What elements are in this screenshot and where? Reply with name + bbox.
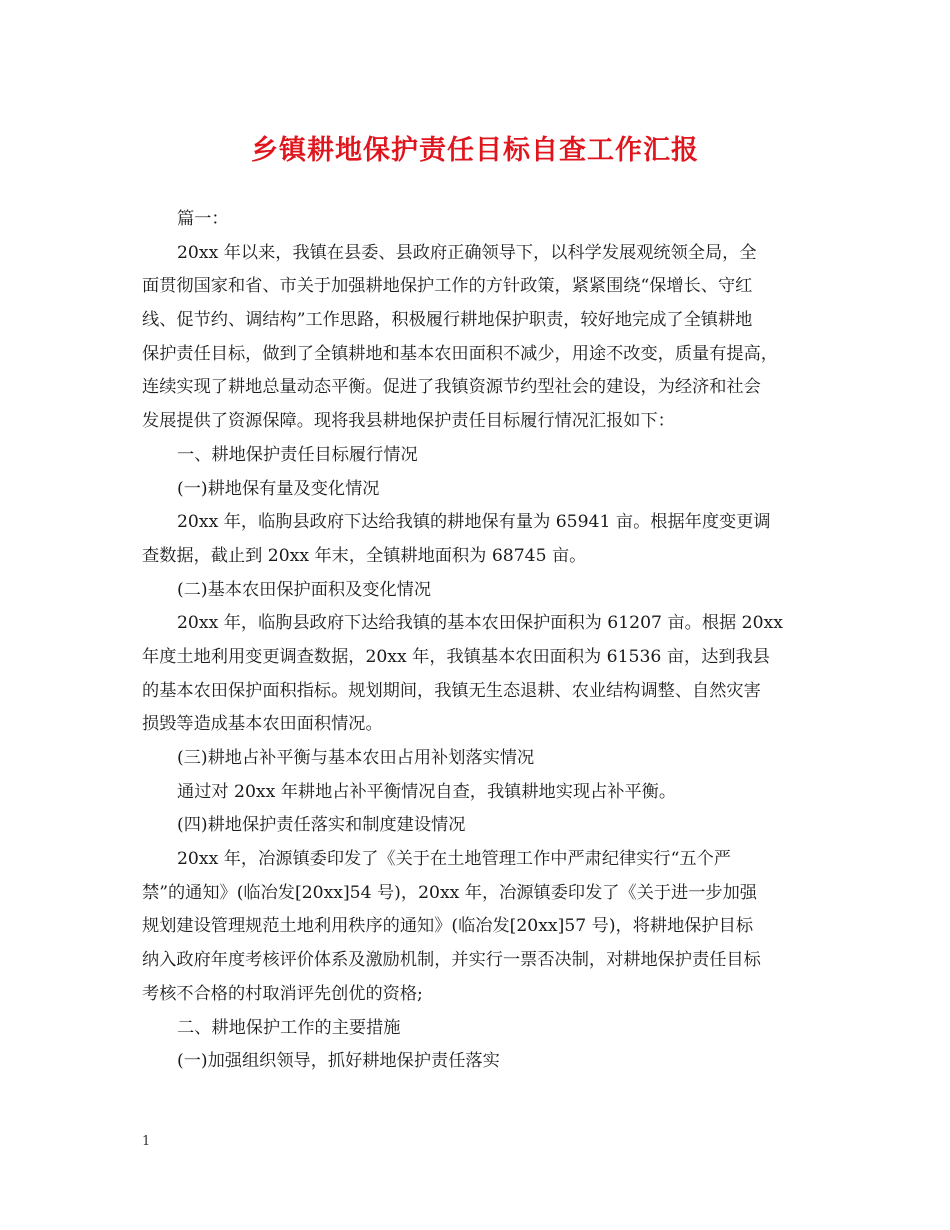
text-line: 发展提供了资源保障。现将我县耕地保护责任目标履行情况汇报如下： [142,411,675,432]
text-line: 二、耕地保护工作的主要措施 [177,1017,401,1038]
text-line: (一)耕地保有量及变化情况 [177,478,380,499]
document-title: 乡镇耕地保护责任目标自查工作汇报 [251,135,699,166]
text-line: 20xx 年以来，我镇在县委、县政府正确领导下，以科学发展观统领全局，全 [177,242,757,263]
text-line: 损毁等造成基本农田面积情况。 [142,714,383,735]
text-line: 一、耕地保护责任目标履行情况 [177,444,418,465]
text-line: 保护责任目标，做到了全镇耕地和基本农田面积不减少，用途不改变，质量有提高， [142,343,778,364]
text-line: 年度土地利用变更调查数据，20xx 年，我镇基本农田面积为 61536 亩，达到我县 [142,646,770,667]
document-body [142,203,814,1079]
text-line: (二)基本农田保护面积及变化情况 [177,579,432,600]
text-line: 20xx 年，临朐县政府下达给我镇的基本农田保护面积为 61207 亩。根据 20xx [177,613,783,634]
text-line: 通过对 20xx 年耕地占补平衡情况自查，我镇耕地实现占补平衡。 [177,781,677,802]
text-line: 面贯彻国家和省、市关于加强耕地保护工作的方针政策，紧紧围绕“保增长、守红 [142,276,753,297]
text-line: 规划建设管理规范土地利用秩序的通知》(临冶发[20xx]57 号)，将耕地保护目标 [142,916,754,937]
text-line: 查数据，截止到 20xx 年末，全镇耕地面积为 68745 亩。 [142,545,587,566]
text-line: 连续实现了耕地总量动态平衡。促进了我镇资源节约型社会的建设，为经济和社会 [142,377,761,398]
page-number: 1 [142,1134,151,1149]
text-line: 考核不合格的村取消评先创优的资格; [142,983,423,1004]
text-line: 20xx 年，冶源镇委印发了《关于在土地管理工作中严肃纪律实行“五个严 [177,849,731,870]
text-line: 纳入政府年度考核评价体系及激励机制，并实行一票否决制，对耕地保护责任目标 [142,950,761,971]
text-line: 20xx 年，临朐县政府下达给我镇的耕地保有量为 65941 亩。根据年度变更调 [177,512,771,533]
text-line: (一)加强组织领导，抓好耕地保护责任落实 [177,1051,500,1072]
text-line: 线、促节约、调结构”工作思路，积极履行耕地保护职责，较好地完成了全镇耕地 [142,310,753,331]
text-line: 禁”的通知》(临冶发[20xx]54 号)，20xx 年，冶源镇委印发了《关于进一步加强 [142,882,757,903]
text-line: (三)耕地占补平衡与基本农田占用补划落实情况 [177,748,535,768]
text-line: (四)耕地保护责任落实和制度建设情况 [177,815,466,836]
text-line: 篇一： [177,209,229,229]
text-line: 的基本农田保护面积指标。规划期间，我镇无生态退耕、农业结构调整、自然灾害 [142,680,761,701]
